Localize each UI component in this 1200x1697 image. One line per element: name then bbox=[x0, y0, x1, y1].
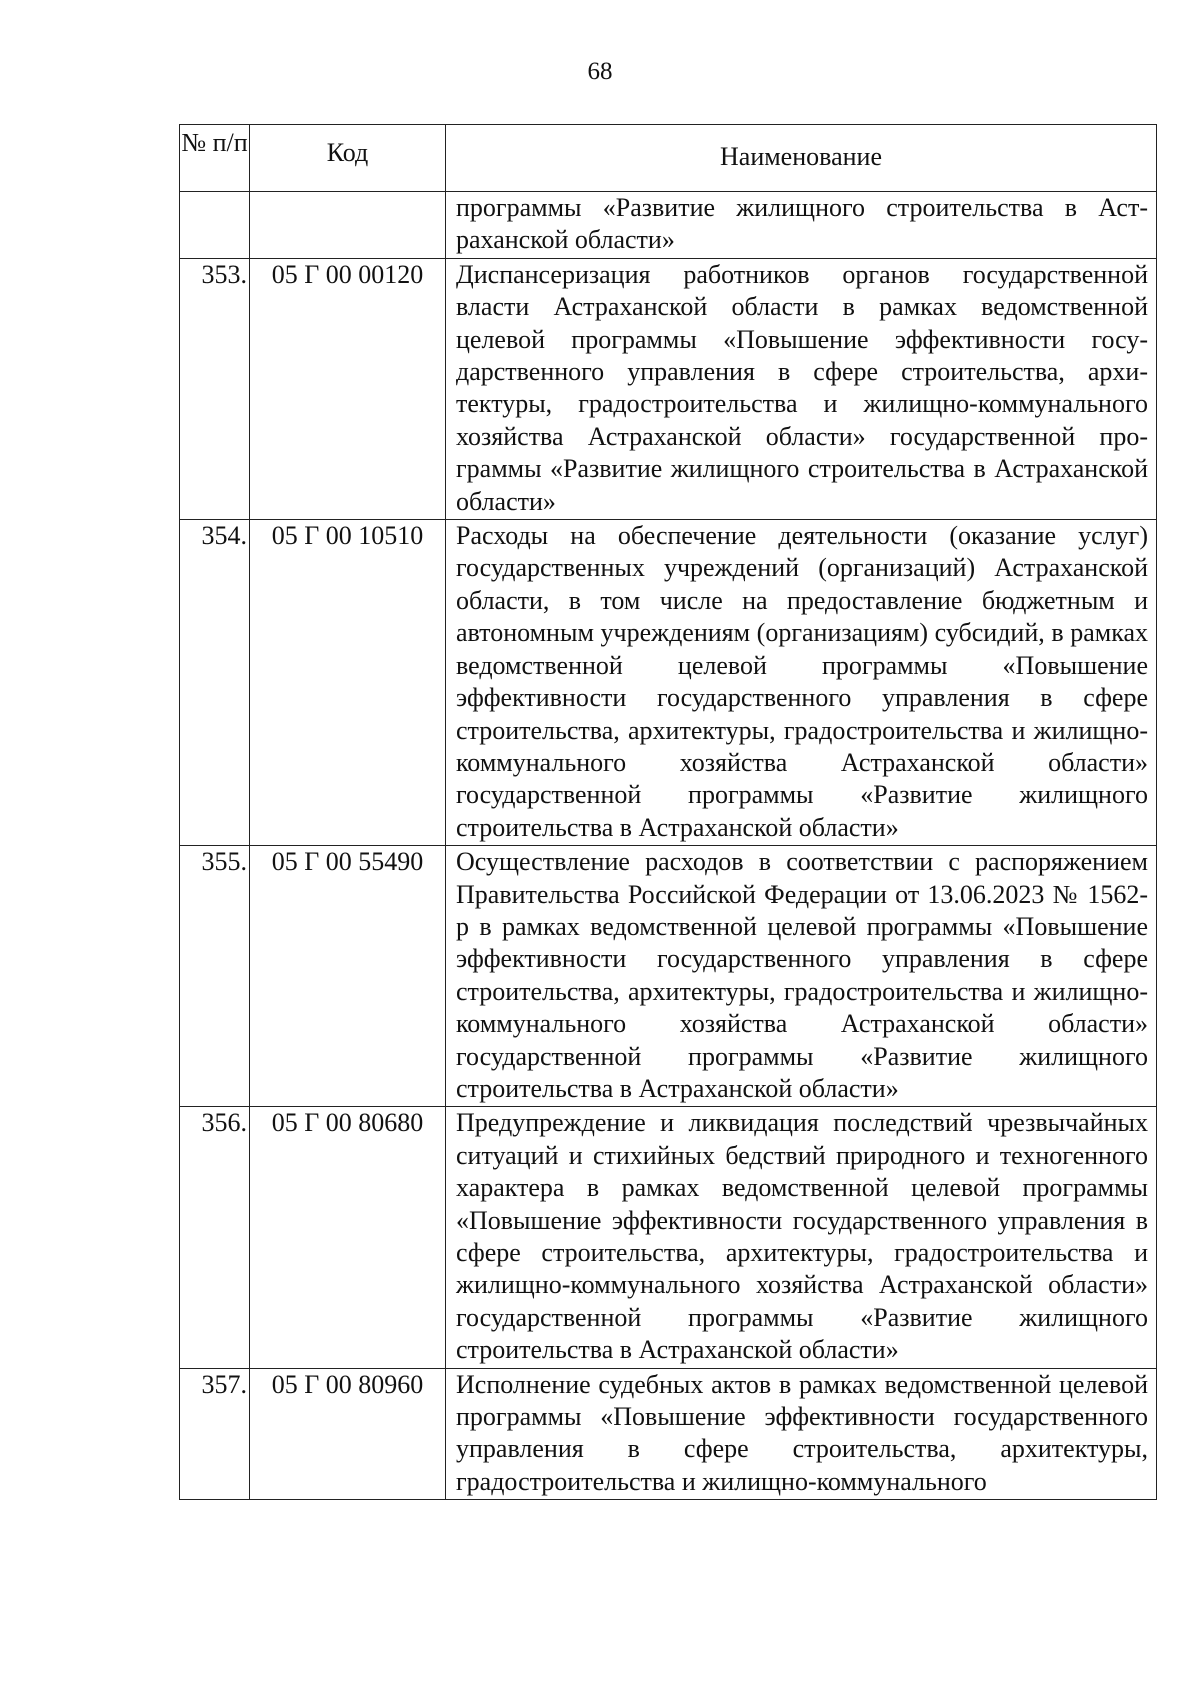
row-code: 05 Г 00 80960 bbox=[250, 1368, 446, 1500]
row-name: Диспансеризация работников органов государственной власти Астраханской области в рамках ведомственной целевой программы «Повышение эффективности государственного управления в сфере строительства, архитектуры, градостроительства и жилищно-коммунального хозяйства Астраханской области» государственной программы «Развитие жилищного строительства в Астраханской области» bbox=[446, 258, 1157, 519]
table-header-row bbox=[180, 125, 1157, 192]
row-code: 05 Г 00 55490 bbox=[250, 846, 446, 1107]
row-code: 05 Г 00 80680 bbox=[250, 1107, 446, 1368]
row-number: 354. bbox=[180, 520, 250, 846]
table-row bbox=[180, 1107, 1157, 1368]
header-name: Наименование bbox=[446, 125, 1157, 192]
table-row bbox=[180, 192, 1157, 259]
page-number: 68 bbox=[587, 58, 613, 85]
row-number bbox=[180, 192, 250, 259]
row-number: 356. bbox=[180, 1107, 250, 1368]
table-row bbox=[180, 258, 1157, 519]
row-code: 05 Г 00 00120 bbox=[250, 258, 446, 519]
row-code bbox=[250, 192, 446, 259]
header-number: № п/п bbox=[180, 125, 250, 192]
row-number: 357. bbox=[180, 1368, 250, 1500]
row-number: 353. bbox=[180, 258, 250, 519]
budget-codes-table bbox=[179, 124, 1157, 1500]
row-name: Осуществление расходов в соответствии с распоряжением Правительства Российской Федерации от 13.06.2023 № 1562-р в рамках ведомственной целевой программы «Повышение эффективности государственного управления в сфере строительства, архитектуры, градостроительства и жилищно-коммунального хозяйства Астраханской области» государственной программы «Развитие жилищного строительства в Астраханской области» bbox=[446, 846, 1157, 1107]
row-name: Расходы на обеспечение деятельности (оказание услуг) государственных учреждений (организаций) Астраханской области, в том числе на предоставление бюджетным и автономным учреждениям (организациям) субсидий, в рамках ведомственной целевой программы «Повышение эффективности государственного управления в сфере строительства, архитектуры, градостроительства и жилищно-коммунального хозяйства Астраханской области» государственной программы «Развитие жилищного строительства в Астраханской области» bbox=[446, 520, 1157, 846]
row-number: 355. bbox=[180, 846, 250, 1107]
row-name: Исполнение судебных актов в рамках ведомственной целевой программы «Повышение эффективности государственного управления в сфере строительства, архитектуры, градостроительства и жилищно-коммунального bbox=[446, 1368, 1157, 1500]
table-row bbox=[180, 846, 1157, 1107]
table-row bbox=[180, 1368, 1157, 1500]
header-code: Код bbox=[250, 125, 446, 192]
table-row bbox=[180, 520, 1157, 846]
row-code: 05 Г 00 10510 bbox=[250, 520, 446, 846]
row-name: Предупреждение и ликвидация последствий чрезвычайных ситуаций и стихийных бедствий природного и техногенного характера в рамках ведомственной целевой программы «Повышение эффективности государственного управления в сфере строительства, архитектуры, градостроительства и жилищно-коммунального хозяйства Астраханской области» государственной программы «Развитие жилищного строительства в Астраханской области» bbox=[446, 1107, 1157, 1368]
row-name: программы «Развитие жилищного строительства в Астраханской области» bbox=[446, 192, 1157, 259]
